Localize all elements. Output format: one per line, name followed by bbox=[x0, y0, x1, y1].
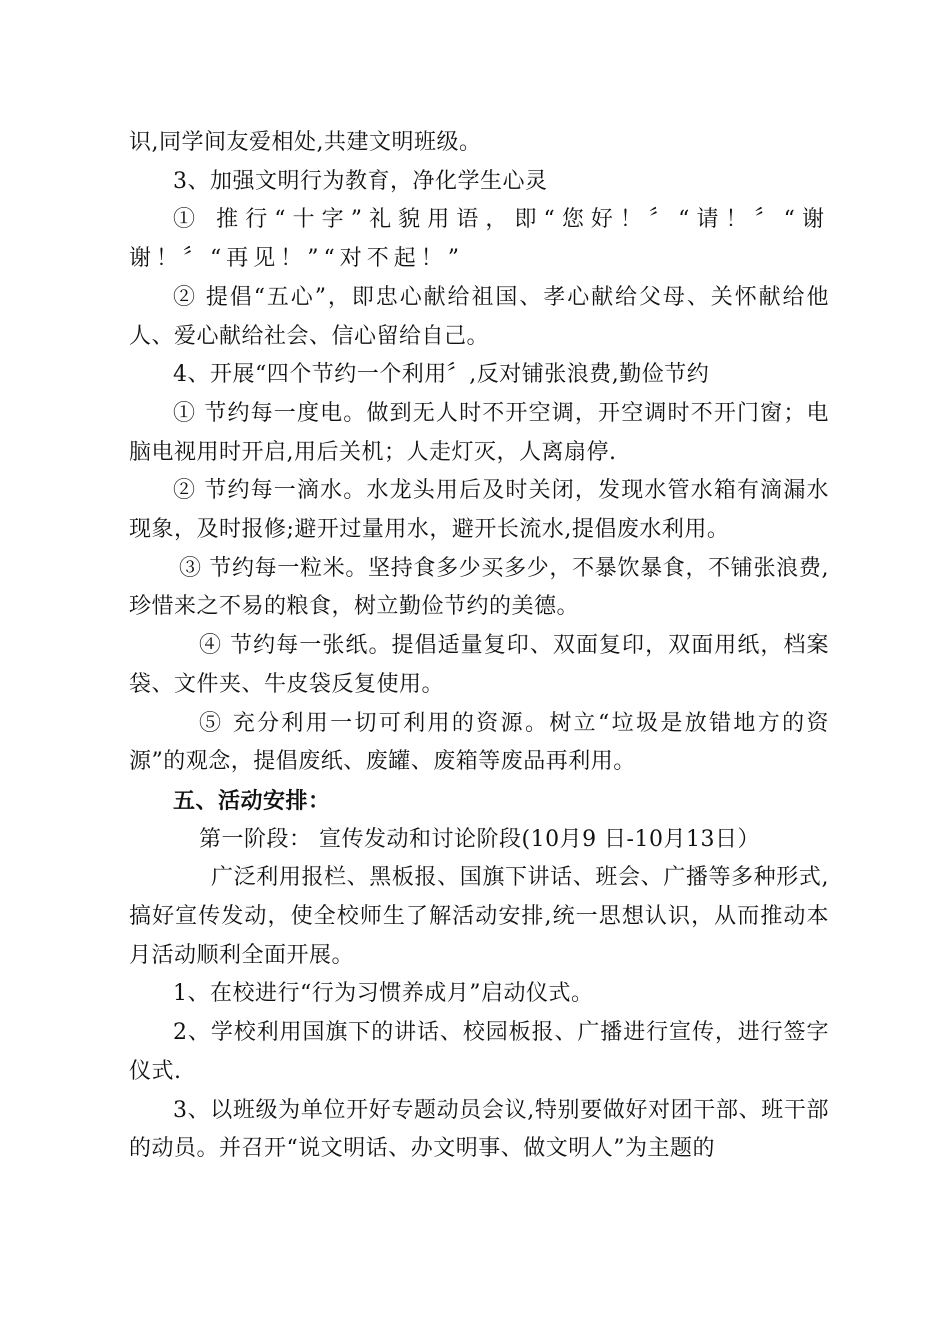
paragraph-class-meeting: 3、以班级为单位开好专题动员会议,特别要做好对团干部、班干部的动员。并召开“说文明话、办文明事、做文明人”为主题的 bbox=[129, 1097, 829, 1162]
paragraph-item-4: 4、开展“四个节约一个利用〞,反对铺张浪费,勤俭节约 bbox=[173, 362, 710, 388]
section-heading-schedule: 五、活动安排： bbox=[173, 787, 331, 814]
paragraph-save-rice: ③ 节约每一粒米。坚持食多少买多少，不暴饮暴食，不铺张浪费,珍惜来之不易的粮食，树立勤俭节约的美德。 bbox=[129, 555, 829, 620]
paragraph-launch-ceremony: 1、在校进行“行为习惯养成月”启动仪式。 bbox=[173, 981, 594, 1007]
paragraph-courtesy-words: ① 推行“十字”礼貌用语，即“您好！〞“请！〞“谢谢！〞“再见！”“对不起！” bbox=[129, 207, 829, 272]
paragraph-use-resources: ⑤ 充分利用一切可利用的资源。树立“垃圾是放错地方的资源”的观念，提倡废纸、废罐、废箱等废品再利用。 bbox=[129, 710, 829, 775]
paragraph-publicity: 广泛利用报栏、黑板报、国旗下讲话、班会、广播等多种形式,搞好宣传发动，使全校师生了解活动安排,统一思想认识，从而推动本月活动顺利全面开展。 bbox=[129, 865, 829, 968]
document-body bbox=[129, 124, 829, 1169]
paragraph-save-electricity: ① 节约每一度电。做到无人时不开空调，开空调时不开门窗；电脑电视用时开启,用后关机；人走灯灭，人离扇停. bbox=[129, 400, 829, 465]
paragraph-save-paper: ④ 节约每一张纸。提倡适量复印、双面复印，双面用纸，档案袋、文件夹、牛皮袋反复使用。 bbox=[129, 633, 829, 697]
paragraph-save-water: ② 节约每一滴水。水龙头用后及时关闭，发现水管水箱有滴漏水现象，及时报修;避开过量用水，避开长流水,提倡废水利用。 bbox=[129, 478, 829, 543]
paragraph-continuation: 识,同学间友爱相处,共建文明班级。 bbox=[129, 130, 482, 155]
paragraph-signing-ceremony: 2、学校利用国旗下的讲话、校园板报、广播进行宣传，进行签字仪式. bbox=[129, 1020, 829, 1084]
paragraph-phase-one: 第一阶段： 宣传发动和讨论阶段(10月9 日-10月13日） bbox=[199, 826, 760, 852]
paragraph-five-hearts: ② 提倡“五心”，即忠心献给祖国、孝心献给父母、关怀献给他人、爱心献给社会、信心留给自己。 bbox=[129, 284, 829, 349]
paragraph-item-3: 3、加强文明行为教育，净化学生心灵 bbox=[173, 168, 548, 194]
